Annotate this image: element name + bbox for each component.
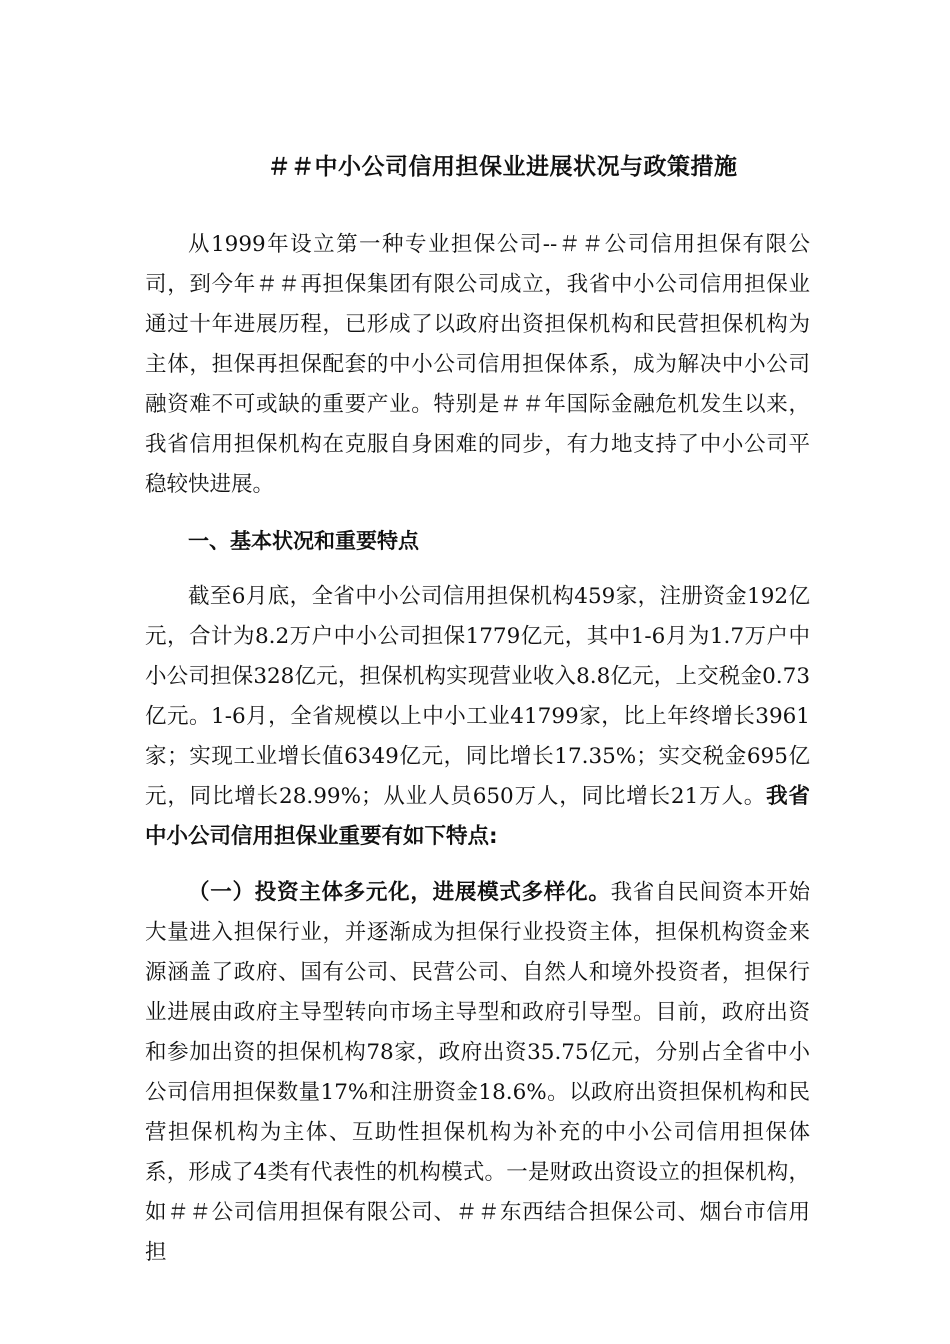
intro-paragraph: 从1999年设立第一种专业担保公司--＃＃公司信用担保有限公司，到今年＃＃再担保集团有限公司成立，我省中小公司信用担保业通过十年进展历程，已形成了以政府出资担保机构和民营担保机构为主体，担保再担保配套的中小公司信用担保体系，成为解决中小公司融资难不可或缺的重要产业。特别是＃＃年国际金融危机发生以来，我省信用担保机构在克服自身困难的同步，有力地支持了中小公司平稳较快进展。: [145, 232, 810, 497]
section1-paragraph: [145, 577, 810, 857]
section-heading: 一、基本状况和重要特点: [188, 529, 419, 553]
section1-text: 截至6月底，全省中小公司信用担保机构459家，注册资金192亿元，合计为8.2万户中小公司担保1779亿元，其中1-6月为1.7万户中小公司担保328亿元，担保机构实现营业收入8.8亿元，上交税金0.73亿元。1-6月，全省规模以上中小工业41799家，比上年终增长3961家；实现工业增长值6349亿元，同比增长17.35%；实交税金695亿元，同比增长28.99%；从业人员650万人，同比增长21万人。: [145, 584, 810, 809]
point1-heading: （一）投资主体多元化，进展模式多样化。: [188, 880, 611, 905]
document-title: ＃＃中小公司信用担保业进展状况与政策措施: [267, 154, 738, 180]
section1-bold-text: 我省中小公司信用担保业重要有如下特点:: [145, 784, 810, 849]
point1-paragraph: [145, 873, 810, 1273]
point1-body: 我省自民间资本开始大量进入担保行业，并逐渐成为担保行业投资主体，担保机构资金来源涵盖了政府、国有公司、民营公司、自然人和境外投资者，担保行业进展由政府主导型转向市场主导型和政府引导型。目前，政府出资和参加出资的担保机构78家，政府出资35.75亿元，分别占全省中小公司信用担保数量17%和注册资金18.6%。以政府出资担保机构和民营担保机构为主体、互助性担保机构为补充的中小公司信用担保体系，形成了4类有代表性的机构模式。一是财政出资设立的担保机构，如＃＃公司信用担保有限公司、＃＃东西结合担保公司、烟台市信用担: [145, 880, 810, 1265]
